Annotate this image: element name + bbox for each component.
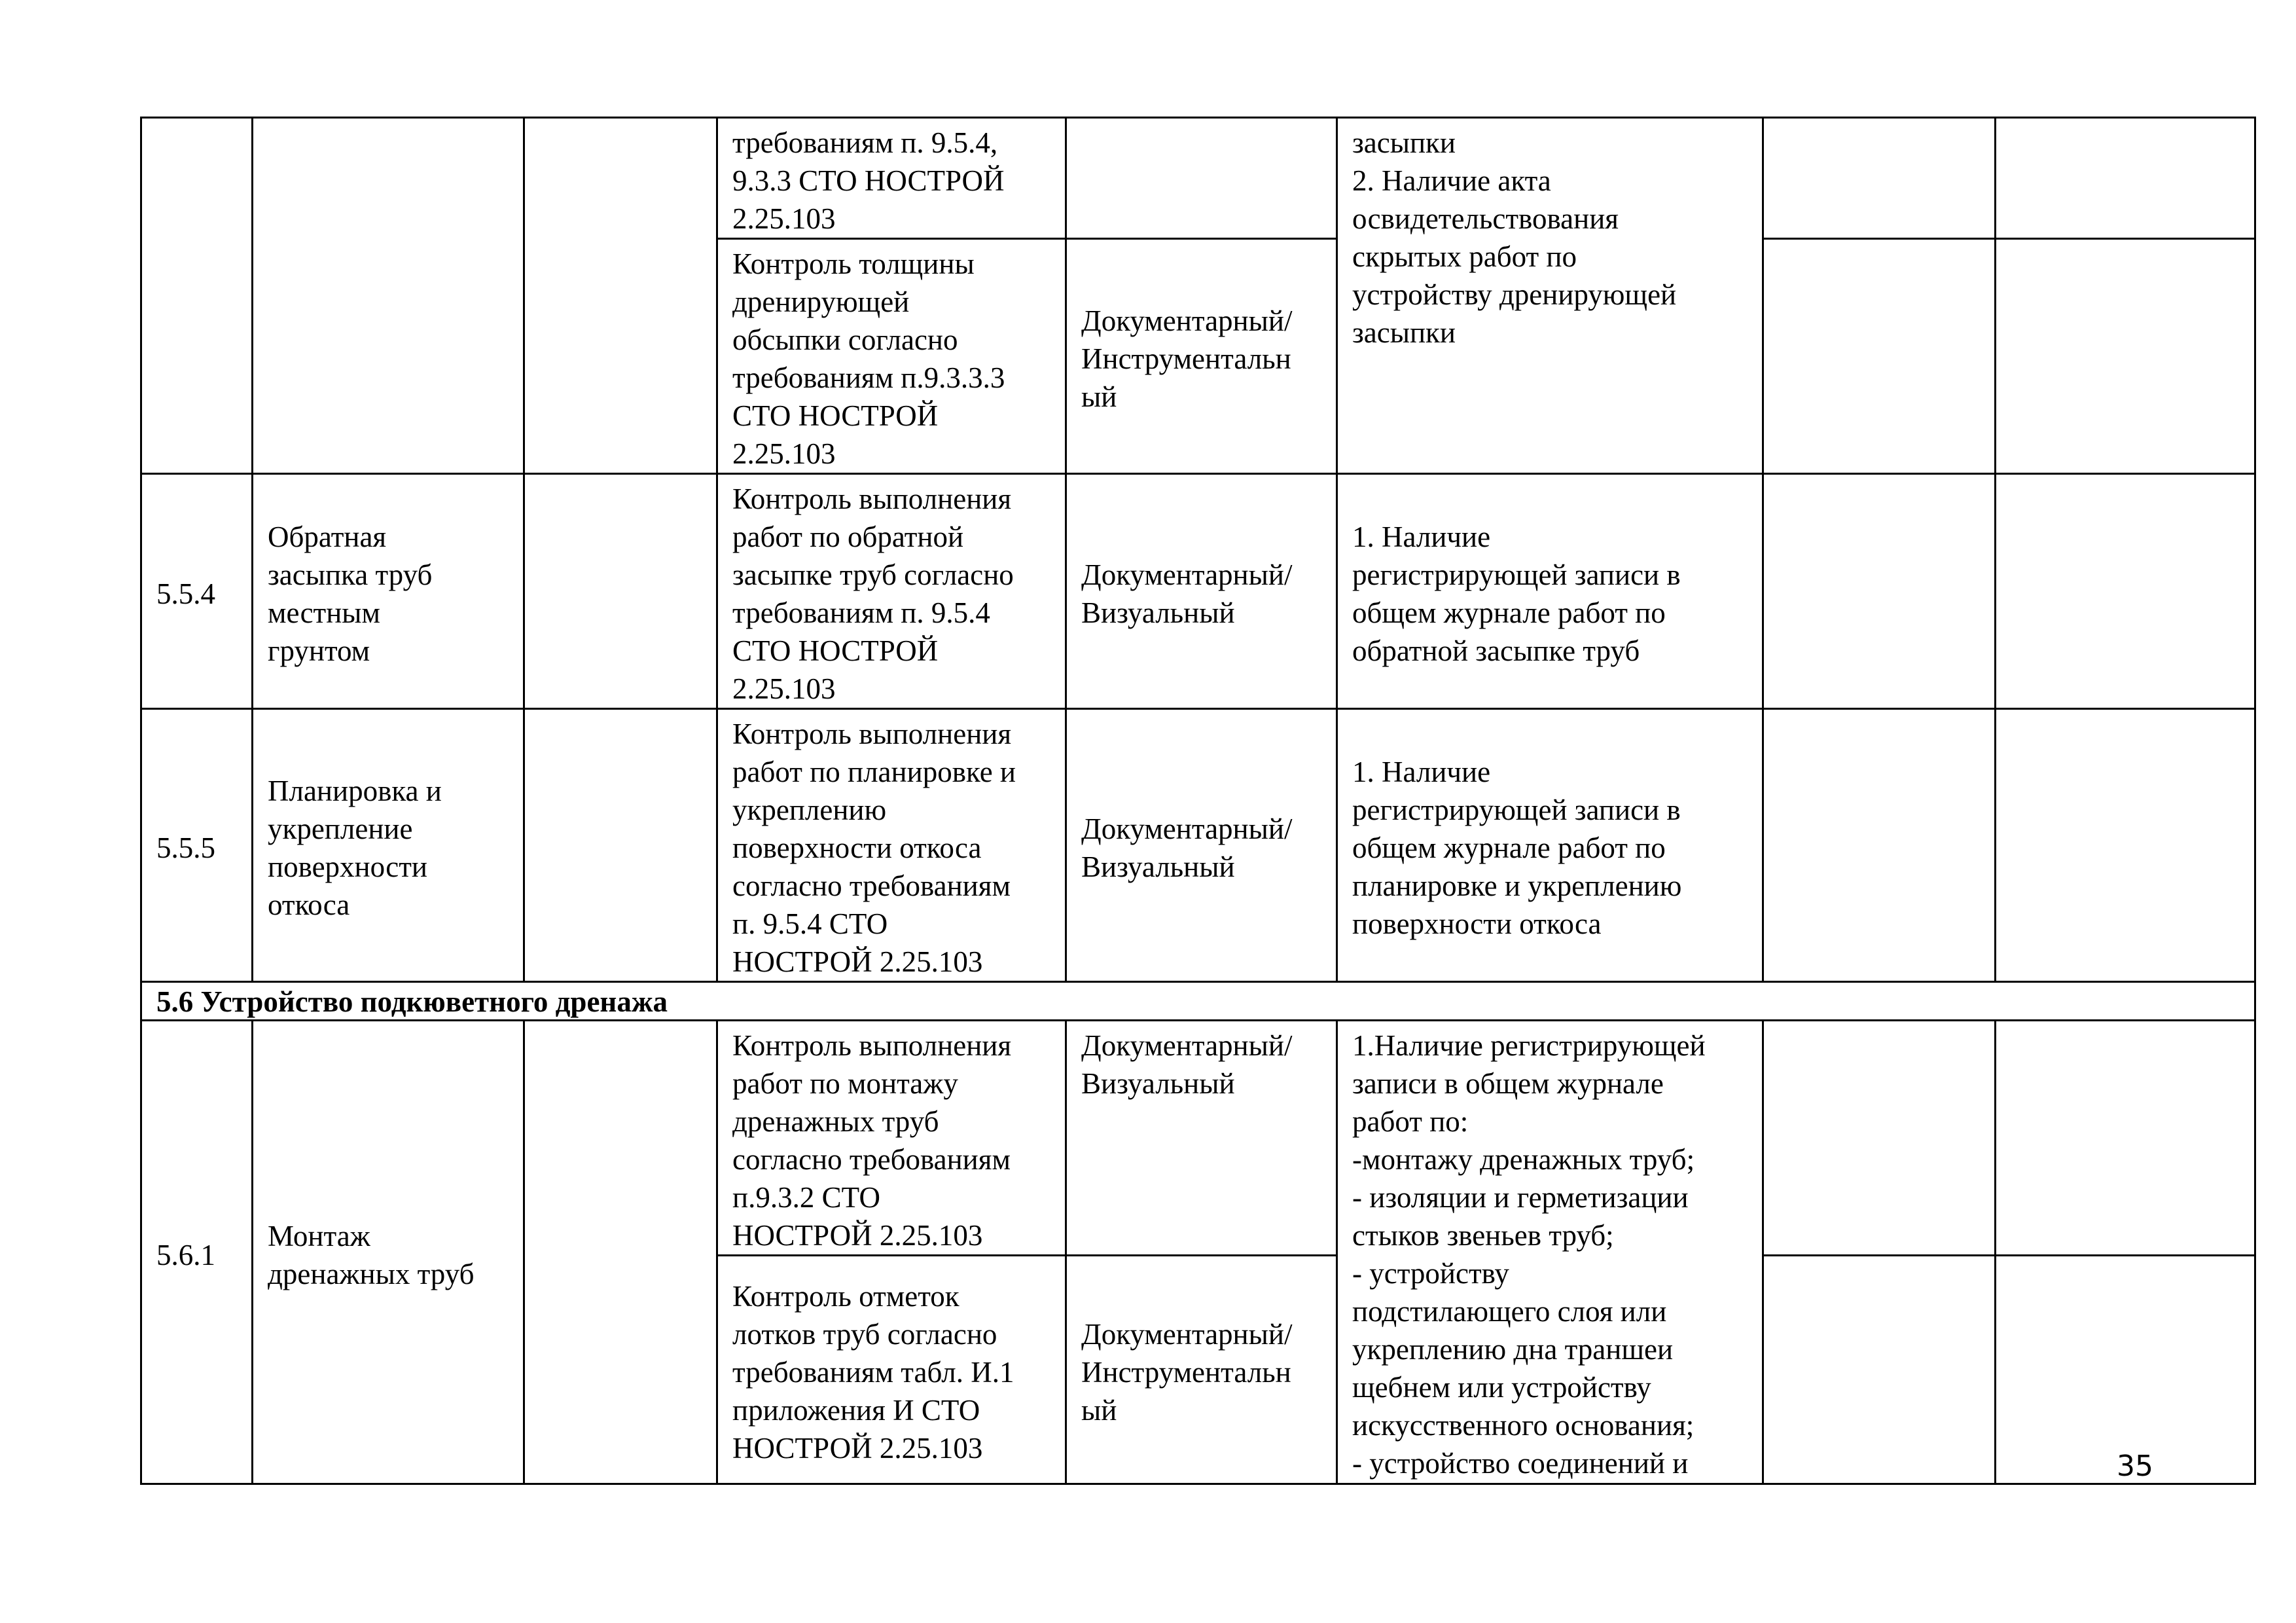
requirement-cell: Контроль выполнения работ по обратной засыпке труб согласно требованиям п. 9.5.4 СТО НОСТРОЙ 2.25.103 (717, 474, 1066, 709)
section-heading: 5.6 Устройство подкюветного дренажа (141, 982, 2255, 1021)
method-cell: Документарный/ Визуальный (1066, 474, 1337, 709)
table-row (141, 709, 2255, 982)
empty-cell (524, 1021, 717, 1484)
result-cell: 1. Наличие регистрирующей записи в общем журнале работ по обратной засыпке труб (1337, 474, 1763, 709)
table-row (141, 118, 2255, 239)
empty-cell (1996, 239, 2255, 474)
empty-cell (1996, 118, 2255, 239)
empty-cell (1763, 239, 1996, 474)
empty-cell (1763, 474, 1996, 709)
table-row (141, 1021, 2255, 1256)
empty-cell (1763, 709, 1996, 982)
empty-cell (1996, 1021, 2255, 1256)
method-cell: Документарный/ Инструментальн ый (1066, 1256, 1337, 1484)
item-number-cell (141, 118, 253, 474)
table-row (141, 474, 2255, 709)
item-number-cell: 5.5.4 (141, 474, 253, 709)
work-name-cell: Монтаж дренажных труб (253, 1021, 524, 1484)
page-number: 35 (2117, 1450, 2153, 1483)
item-number-cell: 5.5.5 (141, 709, 253, 982)
empty-cell (524, 709, 717, 982)
method-cell: Документарный/ Инструментальн ый (1066, 239, 1337, 474)
result-cell: засыпки 2. Наличие акта освидетельствования скрытых работ по устройству дренирующей засыпки (1337, 118, 1763, 474)
result-cell: 1. Наличие регистрирующей записи в общем журнале работ по планировке и укреплению поверхности откоса (1337, 709, 1763, 982)
requirement-cell: Контроль выполнения работ по монтажу дренажных труб согласно требованиям п.9.3.2 СТО НОСТРОЙ 2.25.103 (717, 1021, 1066, 1256)
method-cell (1066, 118, 1337, 239)
work-name-cell (253, 118, 524, 474)
empty-cell (1763, 1021, 1996, 1256)
empty-cell (1763, 1256, 1996, 1484)
empty-cell (524, 474, 717, 709)
item-number-cell: 5.6.1 (141, 1021, 253, 1484)
requirement-cell: требованиям п. 9.5.4, 9.3.3 СТО НОСТРОЙ 2.25.103 (717, 118, 1066, 239)
work-name-cell: Обратная засыпка труб местным грунтом (253, 474, 524, 709)
empty-cell (1996, 709, 2255, 982)
empty-cell (1763, 118, 1996, 239)
requirement-cell: Контроль выполнения работ по планировке и укреплению поверхности откоса согласно требованиям п. 9.5.4 СТО НОСТРОЙ 2.25.103 (717, 709, 1066, 982)
requirement-cell: Контроль толщины дренирующей обсыпки согласно требованиям п.9.3.3.3 СТО НОСТРОЙ 2.25.103 (717, 239, 1066, 474)
inspection-table (140, 117, 2256, 1485)
empty-cell (1996, 474, 2255, 709)
method-cell: Документарный/ Визуальный (1066, 709, 1337, 982)
table-row (141, 982, 2255, 1021)
method-cell: Документарный/ Визуальный (1066, 1021, 1337, 1256)
requirement-cell: Контроль отметок лотков труб согласно требованиям табл. И.1 приложения И СТО НОСТРОЙ 2.25.103 (717, 1256, 1066, 1484)
work-name-cell: Планировка и укрепление поверхности откоса (253, 709, 524, 982)
result-cell: 1.Наличие регистрирующей записи в общем журнале работ по: -монтажу дренажных труб; - изоляции и герметизации стыков звеньев труб; - устройству подстилающего слоя или укреплению дна траншеи щебнем или устройству искусственного основания; - устройство соединений и (1337, 1021, 1763, 1484)
empty-cell (524, 118, 717, 474)
